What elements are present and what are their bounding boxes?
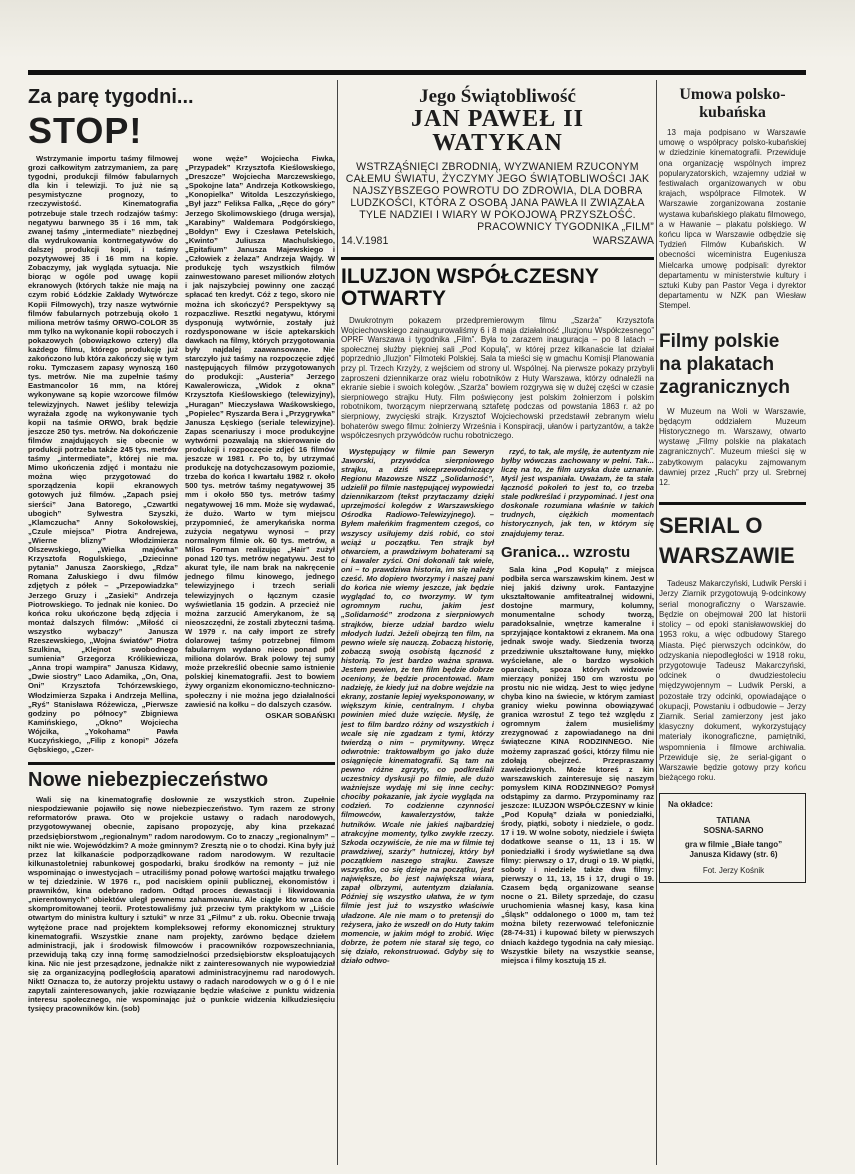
page-top-margin [0,0,855,58]
column-divider [656,80,657,1165]
author-signature: OSKAR SOBAŃSKI [265,710,335,720]
cover-label: Na okładce: [668,800,713,810]
headline-filmy-polskie: Filmy polskie na plakatach zagranicznych [659,330,790,398]
stop-article-col-b: wone węże” Wojciecha Fiwka, „Przypadek” Krzysztofa Kieślowskiego, „Dreszcze” Wojciecha Marczewskiego, „Spokojne lata” Andrzeja Kotkowskiego, „Konopielka” Witolda Leszczyńskiego, „Był jazz” Feliksa Falka, „Ręce do góry” Jerzego Skolimowskiego (druga wersja), „Karabiny” Waldemara Podgórskiego, „Bołdyn” Ewy i Czesława Petelskich, „Kwinto” Juliusza Machulskiego, „Epitafium” Janusza Majewskiego i „Człowiek z żelaza” Andrzeja Wajdy. W produkcję tych wszystkich filmów zainwestowano pareset milionów złotych i jak najszybciej powinny one zacząć spłacać ten kredyt. Cóż z tego, skoro nie można ich skończyć? Perspektywy są rozpaczliwe. Resztki negatywu, którymi dysponują wytwórnie, zostały już rozdysponowane w iście aptekarskich dawkach na filmy, których przygotowania były najdalej zaawansowane. Nie starczyło już taśmy na rozpoczęcie zdjęć następujących filmów przygotowanych do produkcji: „Austeria” Jerzego Kawalerowicza, „Widok z okna” Krzysztofa Kieślowskiego (telewizyjny), „Huragan” Mieczysława Waśkowskiego, „Popielec” Ryszarda Bera i „Przygrywka” Janusza Łęskiego (seriale telewizyjne). Zapas scenariuszy i moce produkcyjne wytwórni pozwalają na skierowanie do produkcji i rozpoczęcie zdjęć 16 filmów jeszcze w 1981 r. Po to, by utrzymać produkcję na dotychczasowym poziomie, trzeba do końca I kwartału 1982 r. około 500 tys. metrów taśmy negatywowej 35 mm i około 550 tys. metrów taśmy negatywowej 16 mm. Może się wydawać, że dużo. Warto w tym miejscu przypomnieć, że amerykańska norma zużycia negatywu wynosi – przy normalnym filmie ok. 60 tys. metrów, a Milos Forman realizując „Hair” zużył ponad 120 tys. metrów negatywu. Jest to akurat tyle, ile nam brak na nakręcenie jednego filmu kinowego, jednego telewizyjnego i trzech seriali telewizyjnych o łącznym czasie wyświetlania 15 godzin. A przecież nie można zarzucić Amerykanom, że są nieoszczędni, że zostali zbyteczni taśmą. W 1979 r. na cały import ze strefy dolarowej taśmy potrzebnej filmom fabularnym wydano nieco ponad pół miliona dolarów. Brak polowy tej sumy może przekreślić obecnie samo istnienie polskiej kinematografii. Jest to bowiem żywy organizm ekonomiczno-techniczno-społeczny i nie można jego działalności zawiesić na kołku – do dalszych czasów. OSKAR SOBAŃSKI [185,154,335,720]
headline-serial: SERIAL O WARSZAWIE [659,502,806,571]
iluzjon-col-a: Występujący w filmie pan Seweryn Jaworski, przywódca sierpniowego strajku, a dziś wiceprzewodniczący Regionu Mazowsze NSZZ „Solidarność”, udzielił po filmie następującej wypowiedzi dziennikarzom (tekst przytaczamy dzięki uprzejmości kolegów z Warszawskiego Ośrodka Radiowo-Telewizyjnego). – Byłem małeńkim fragmentem czegoś, co wszyscy usiłujemy dziś robić, co stoi wciąż u początku. Ten strajk był otwarciem, a prawdziwym bohaterami są ci kawaler zyści. Oni dokonali tak wiele, oni – to prawdziwa historia, im się należy cześć. Mo dopiero tworzymy i naszej pani do końca nie wiemy jeszcze, jak będzie wyglądać to, co tworzymy. W tym ogromnym ruchu, jakim jest „Solidarność” zrodzona z sierpniowych strajków, bierze udział bardzo wielu młodych ludzi. Jeżeli obejrzą ten film, na pewno wiele się nauczą. Zobaczą historię, zobaczą swoją osobistą łączność z historią. To jest bardzo ważna sprawa. Jestem pewien, że ten film będzie dobrze oceniony, że będzie procentować. Mam nadzieję, że kiedy już na dobre wejdzie na ekrany, zostanie lepiej wyeksponowany, w większym kinie, centralnym. I chyba powinien mieć duże wzięcie. Myślę, że jest to film bardzo różny od wszystkich i wcale się nie zgadzam z tymi, którzy twierdzą o nim – prymitywny. Wręcz odwrotnie: traktowałbym go jako duże osiągnięcie kinematografii. Są tam na pewno różne zgrzyty, co podkreślali uczestnicy dyskusji po filmie, ale dużo ważniejsze wydaję mi się inne cechy: chociby pokazanie, jak życie wygląda na codzień. To codzienne czynności filmowców, kawalerzystów, także hutników. Wcale nie jakieś najbardziej atrakcyjne momenty, tylko zwykłe rzeczy. Szkoda oczywiście, że nie ma w filmie tej prawdziwej, szarży” hutniczej, który był początkiem naszego strajku. Zawsze wszystko, co się dzieje na początku, jest największe, bo jest największa wiara, zapał olbrzymi, autentyzm działania. Później się wszystko ułatwa, że w tym filmie jest już to wszystko właściwie uładzone. Ale nie mam o to pretensji do reżysera, jako że wszedł on do Huty takim momencie, w jakim mógł to zrobić. Więc dobrze, że potem nie starał się tego, co się działo, rekonstruować. Gdyby się to działo odtwo- [341,446,494,965]
stop-article-col-a: Wstrzymanie importu taśmy filmowej grozi całkowitym zatrzymaniem, za parę tygodni, produkcji filmów fabularnych dla kin i telewizji. To już nie są pesymistyczne prognozy, to rzeczywistość. Kinematografia potrzebuje stale trzech rodzajów taśmy: negatywu barwnego 35 i 16 mm, tak zwanej taśmy „intermediate” niezbędnej dla wydrukowania kontrnegatywów do dalszej produkcji kopii, i taśmy pozytywowej 35 i 16 mm na kopie. Zobaczymy, jak wygląda sytuacja. Nie biorąc w ogóle pod uwagę kopii ekranowych (których także nie mają na czym robić Łódzkie Zakłady Wytwórcze Kopii Filmowych), trzy nasze wytwórnie filmów fabularnych potrzebują około 1 miliona metrów taśmy ORWO-COLOR 35 mm tylko na wykonanie kopii roboczych i pokazowych (obowiązkowo cztery) dla każdego filmu, którego produkcję już zakończono lub która zakończy się w tym roku. Tymczasem zapasy wynoszą 160 tys. metrów. Nie ma zupełnie taśmy Eastmancolor 16 mm, na której wykonywane są kopie wzorcowe filmów telewizyjnych. Nawet jeśliby telewizja wyrażała zgodę na wykonywanie tych kopii na taśmie ORWO, brak będzie jeszcze 250 tys. metrów. Na dokończenie filmów znajdujących się obecnie w produkcji potrzeba także 245 tys. metrów taśmy „intermediate”, której nie ma. Mimo ukończenia zdjęć i montażu nie można więc przygotować do sporządzenia kopii ekranowych gotowych już filmów. „Zapach psiej sierści” Jana Batorego, „Czwartki ubogich” Sylwestra Szyszki, „Klamczucha” Anny Sokołowskiej, „Czule miejsca” Piotra Andrejewa, „Wierne blizny” Włodzimierza Olszewskiego, „Wielka majówka” Krzysztofa Rogulskiego, „Dziecinne pytania” Janusza Zaorskiego, „Rdza” Romana Załuskiego i dwu filmów zdjętych z półek – „Przepowiadzka” Jerzego Gruzy i „Zasieki” Andrzeja Piotrowskiego. To jednak nie koniec. Do końca roku ukończone będą zdjęcia i montaż dalszych filmów: „Miłość ci wszystko wybaczy” Janusza Rzeszewskiego, „Wojna światów” Piotra Szulkina, „Klejnot swobodnego sumienia” Grzegorza Królikiewicza, „Anna tropi wampira” Janusza Kidawy, „Dwie siostry” Laco Adamika, „On, Ona, Oni” Krzysztofa Tchórzewskiego, Włodzimierza Szpaka i Andrzeja Mellina, „Ryś” Stanisława Różewicza, „Pierwsze godziny po północy” Zbigniewa Kamińskiego, „Okno” Wojciecha Wójcika, „Yokohama” Pawła Kuczyńskiego, „Filip z konopi” Józefa Gębskiego, „Czer- [28,154,178,755]
headline-jego-swiatobliwosc: Jego Świątobliwość [419,86,576,107]
right-column [659,80,806,1170]
headline-nowe-niebezpieczenstwo: Nowe niebezpieczeństwo [28,762,335,791]
telegram-city: WARSZAWA [592,235,654,247]
telegram-date: 14.V.1981 [341,235,389,247]
left-column [28,80,335,1170]
headline-umowa: Umowa polsko-kubańska [679,86,786,121]
headline-za-pare-tygodni: Za parę tygodni... [28,86,194,108]
headline-jan-pawel: JAN PAWEŁ II [411,106,584,132]
granica-article: Sala kina „Pod Kopułą” z miejsca podbiła serca warszawskim kinem. Jest w niej jakiś dziwny urok. Fantazyjne ukształtowanie amfiteatralnej widowni, dostojne marmury, kolumny, monumentalne schody tworzą, paradoksalnie, wnętrze kameralne i sprzyjające kontaktowi z ekranem. Ma ona jednak swoje wady. Siedzenia tworzą przedziwnie ukształtowane łuny, miękko wyściełane, ale o bardzo wysokich oparciach, spoza których widzowie mierzący poniżej 150 cm wzrostu po prostu nic nie widzą. Jest to więc jedyne chyba kino na świecie, w którym zamiast granicy wieku powinna obowiązywać granica wzrostu! Z tego też względu z ogromnym żalem musieliśmy zrezygnować z zapowiadanego na dni świąteczne KINA RODZINNEGO. Nie możemy zapraszać gości, którzy filmu nie zdołają obejrzeć. Przepraszamy zawiedzionych. Może ktoreś z kin warszawskich zainteresuje się naszym pomysłem KINA RODZINNEGO? Pomysł odstąpimy za darmo. Przypominamy raz jeszcze: ILUZJON WSPÓŁCZESNY w kinie „Pod Kopułą” działa w poniedziałki, środy, piątki, soboty i niedziele, o godz. 17 i 19. W wolne soboty, niedziele i święta dodatkowe seanse o 11, 13 i 15. W poniedziałki i środy wyświetlane są dwa filmy: pierwszy o 17, drugi o 19. W piątki, soboty i niedziele także dwa filmy: pierwszy o 11, 13, 15 i 17, drugi o 19. Czasem będą organizowane seanse nocne o 21. Bilety sprzedaje, do czasu uruchomienia własnej kasy, kasa kina „Śląsk” oddalonego o 1000 m, tam też można bilety rezerwować telefonicznie (28-74-31) i kupować bilety w pierwszych dniach każdego tygodnia na cały miesiąc. Wszystkie bilety na wszystkie seanse, miejsca i filmy kosztują 15 zł. [501,564,654,965]
serial-article: Tadeusz Makarczyński, Ludwik Perski i Jerzy Ziarnik przygotowują 9-odcinkowy serial monograficzny o Warszawie. Będzie on obejmował 200 lat historii stolicy – od epoki stanisławowskiej do 1953 roku, a więc odbudowy Starego Miasta. Pięć pierwszych odcinków, do odzyskania niepodległości w 1918 roku, przygotowuje Tadeusz Makarczyński, odcinek o dwudziestoleciu międzywojennym – Ludwik Perski, a pozostałe trzy odcinki, opowiadające o okupacji, Powstaniu i odbudowie – Jerzy Ziarnik. Serial zamierzony jest jako klasyczny dokument, wykorzystujący materiały ikonograficzne, pamiętniki, wspomnienia i filmowe archiwalia. Przewiduje się, że serial-gigant o Warszawie będzie gotowy przy końcu bieżącego roku. [659,579,806,783]
cover-name-1: TATIANA [716,816,751,826]
middle-column [341,80,654,1170]
telegram-footer [341,235,654,247]
umowa-article: 13 maja podpisano w Warszawie umowę o współpracy polsko-kubańskiej w dziedzinie kinematografii. Przewiduje ona organizację wspólnych imprez popularyzatorskich, wzajemny udział w festiwalach organizowanych w obu krajach, wspólprace Filmotek. W Warszawie zorganizowana zostanie wystawa kubańskiego plakatu filmowego, a w Hawanie – plakatu polskiego. W końcu lipca w Warszawie odbędzie się Tydzień Filmów Kubańskich. W obecności wiceministra Eugeniusza Mielcarka umowę podpisali: dyrektor departamentu w ministerstwie kultury i sztuki Kuby pan Pastor Vega i dyrektor departamentu w NZK pan Wiesław Stempel. [659,128,806,311]
cover-name-2: SOSNA-SARNO [703,826,764,836]
filmy-article: W Muzeum na Woli w Warszawie, będącym oddziałem Muzeum Historycznego m. Warszawy, otwarto wystawę „Filmy polskie na plakatach zagranicznych”. Muzeum mieści się w zabytkowym palacyku zajmowanym dawniej przez „Ruch” przy ul. Srebrnej 12. [659,406,806,488]
cover-photo-credit: Fot. Jerzy Kośnik [702,866,765,876]
stop-article [28,154,335,754]
cover-caption-box [659,793,806,883]
telegram-message: WSTRZĄŚNIĘCI ZBRODNIĄ, WYZWANIEM RZUCONYM CAŁEMU ŚWIATU, ŻYCZYMY JEGO ŚWIĄTOBLIWOŚCI JAK NAJSZYBSZEGO POWROTU DO ZDROWIA, DLA DOBRA LUDZKOŚCI, KTÓRA Z OSOBĄ JANA PAWŁA II ZWIĄZAŁA TYLE NADZIEI I WIARY W POKOJOWĄ PRZYSZŁOŚĆ. [345,161,650,221]
headline-iluzjon: ILUZJON WSPÓŁCZESNY OTWARTY [341,265,599,310]
iluzjon-columns [341,447,654,965]
headline-granica-wzrostu: Granica... wzrostu [501,543,631,561]
cover-description: gra w filmie „Białe tango” Janusza Kidawy (str. 6) [684,840,783,860]
nowe-article: Wali się na kinematografię dosłownie ze wszystkich stron. Zupełnie niespodziewanie pojawiło się nowe niebezpieczeństwo. Tym razem ze strony reformatorów prawa. Oto w projekcie ustawy o radach narodowych, przygotowywanej obecnie, zapisano propozycję, aby kina przekazać przedsiębiorstwom „regionalnym” radom narodowym. Co to znaczy „regionalnym” – nikt nie wie. Wojewódzkim? A może gminnym? Zresztą nie o to chodzi. Kina były już przez lat kilkanaście podporządkowane radom narodowym. W rezultacie kilkunastoletniej rabunkowej gospodarki, braku środków na remonty – już nie wspominając o inwestycjach – utraciliśmy ponad połowę wartości majątku trwałego w tej dziedzinie. W 1976 r., pod naciskiem opinii publicznej, ekonomistów i prawników, kina odebrano radom. Odtąd proces dewastacji i likwidowania „nierentownych” obiektów uległ pewnemu zahamowaniu. Ale ciągle kto wraca do skompromitowanej teorii. Protestowaliśmy już przeciw tym praktykom w „Liście otwartym do ministra kultury i sztuki” w nrze 31 „Filmu” z ub. roku. Obecnie trwają wytężone prace nad projektem kompleksowej reformy ekonomicznej struktury kinematografii. Wszystkie znane nam projekty, zarówno będące dziełem administracji, jak i środowisk filmowców i pracowników rozpowszechniania, przewidują taką czy inną formę samodzielności przedsiębiorstw eksploatujących kina. Nic nie jest przesądzone, jednakże nikt z zainteresowanych nie wypowiedział się za organizacyjną podległością aparatowi administracyjnemu rad narodowych. Nikt! Oznacza to, że autorzy projektu ustawy o radach narodowych w o g ó l e nie zapytali zainteresowanych, jakie rozwiązanie będzie właściwe z punktu widzenia interesu społecznego, nie wspominając już o punkcie widzenia kilkudziesięciu tysięcy pracowników kin. (sob) [28,795,335,1014]
column-divider [337,80,338,1165]
telegram-signer: PRACOWNICY TYGODNIKA „FILM” [477,221,654,233]
section-rule [341,257,654,260]
iluzjon-col-b: rzyć, to tak, ale myślę, że autentyzm nie byłby wówczas zachowany w pełni. Tak... liczę na to, że film uzyska duże uznanie. Myśl jest wspaniała. Uważam, że ta stała łączność pokoleń to jest to, co trzeba stale podkreślać i przypominać. I jest ona doskonale rozumiana właśnie w takich trudnych, ciężkich momentach historycznych, jak ten, w którym się znajdujemy teraz. Granica... wzrostu Sala kina „Pod Kopułą” z miejsca podbiła serca warszawskim kinem. Jest w niej jakiś dziwny urok. Fantazyjne ukształtowanie amfiteatralnej widowni, dostojne marmury, kolumny, monumentalne schody tworzą, paradoksalnie, wnętrze kameralne i sprzyjające kontaktowi z ekranem. Ma ona jednak swoje wady. Siedzenia tworzą przedziwnie ukształtowane łuny, miękko wyściełane, ale o bardzo wysokich oparciach, spoza których widzowie mierzący poniżej 150 cm wzrostu po prostu nic nie widzą. Jest to więc jedyne chyba kino na świecie, w którym zamiast granicy wieku powinna obowiązywać granica wzrostu! Z tego też względu z ogromnym żalem musieliśmy zrezygnować z zapowiadanego na dni świąteczne KINA RODZINNEGO. Nie możemy zapraszać gości, którzy filmu nie zdołają obejrzeć. Przepraszamy zawiedzionych. Może ktoreś z kin warszawskich zainteresuje się naszym pomysłem KINA RODZINNEGO? Pomysł odstąpimy za darmo. Przypominamy raz jeszcze: ILUZJON WSPÓŁCZESNY w kinie „Pod Kopułą” działa w poniedziałki, środy, piątki, soboty i niedziele, o godz. 17 i 19. W wolne soboty, niedziele i święta dodatkowe seanse o 11, 13 i 15. W poniedziałki i środy wyświetlane są dwa filmy: pierwszy o 17, drugi o 19. W piątki, soboty i niedziele także dwa filmy: pierwszy o 11, 13, 15 i 17, drugi o 19. Czasem będą organizowane seanse nocne o 21. Bilety sprzedaje, do czasu uruchomienia własnej kasy, kasa kina „Śląsk” oddalonego o 1000 m, tam też można bilety rezerwować telefonicznie (28-74-31) i kupować bilety w pierwszych dniach każdego tygodnia na cały miesiąc. Wszystkie bilety na wszystkie seanse, miejsca i filmy kosztują 15 zł. [501,446,654,965]
top-rule [28,70,806,75]
headline-watykan: WATYKAN [432,130,563,156]
iluzjon-lead: Dwukrotnym pokazem przedpremierowym filmu „Szarża” Krzysztofa Wojciechowskiego zainaugurowaliśmy 6 i 8 maja działalność „Iluzjonu Współczesnego” OPRF Warszawa i tygodnika „Film”. Była to zarazem inauguracja – po 8 latach – społecznej służby piękniej sali „Pod Kopułą”, w której przez kilkanaście lat działał poprzednio „Iluzjon” Filmoteki Polskiej. Sala ta mieści się w gmachu Komisji Planowania przy pl. Trzech Krzyży, z wejściem od strony ul. Wspólnej. Na pierwsze pokazy przybyli zaproszeni dziennikarze oraz wielu robotników z Huty Warszawa, którzy odnaleźli na ekranie siebie i swoich kolegów. „Szarża” bowiem rozgrywa się w dużej części w czasie sierpniowego strajku Huty. Film poświęcony jest polskim żołnierzom i polskim robotnikom, tworzącym nieprzerwaną sztafetę podczas od powstania 1863 r. aż po sierpniowy, zwycięski strajk. Krzysztof Wojciechowski przedstawił zebranym wielu bohaterów swego filmu: żołnierzy Września i Konspiracji, ułanów i partyzantów, a także współczesnych przywódców ruchu robotniczego. [341,316,654,441]
headline-stop: STOP! [28,110,143,151]
